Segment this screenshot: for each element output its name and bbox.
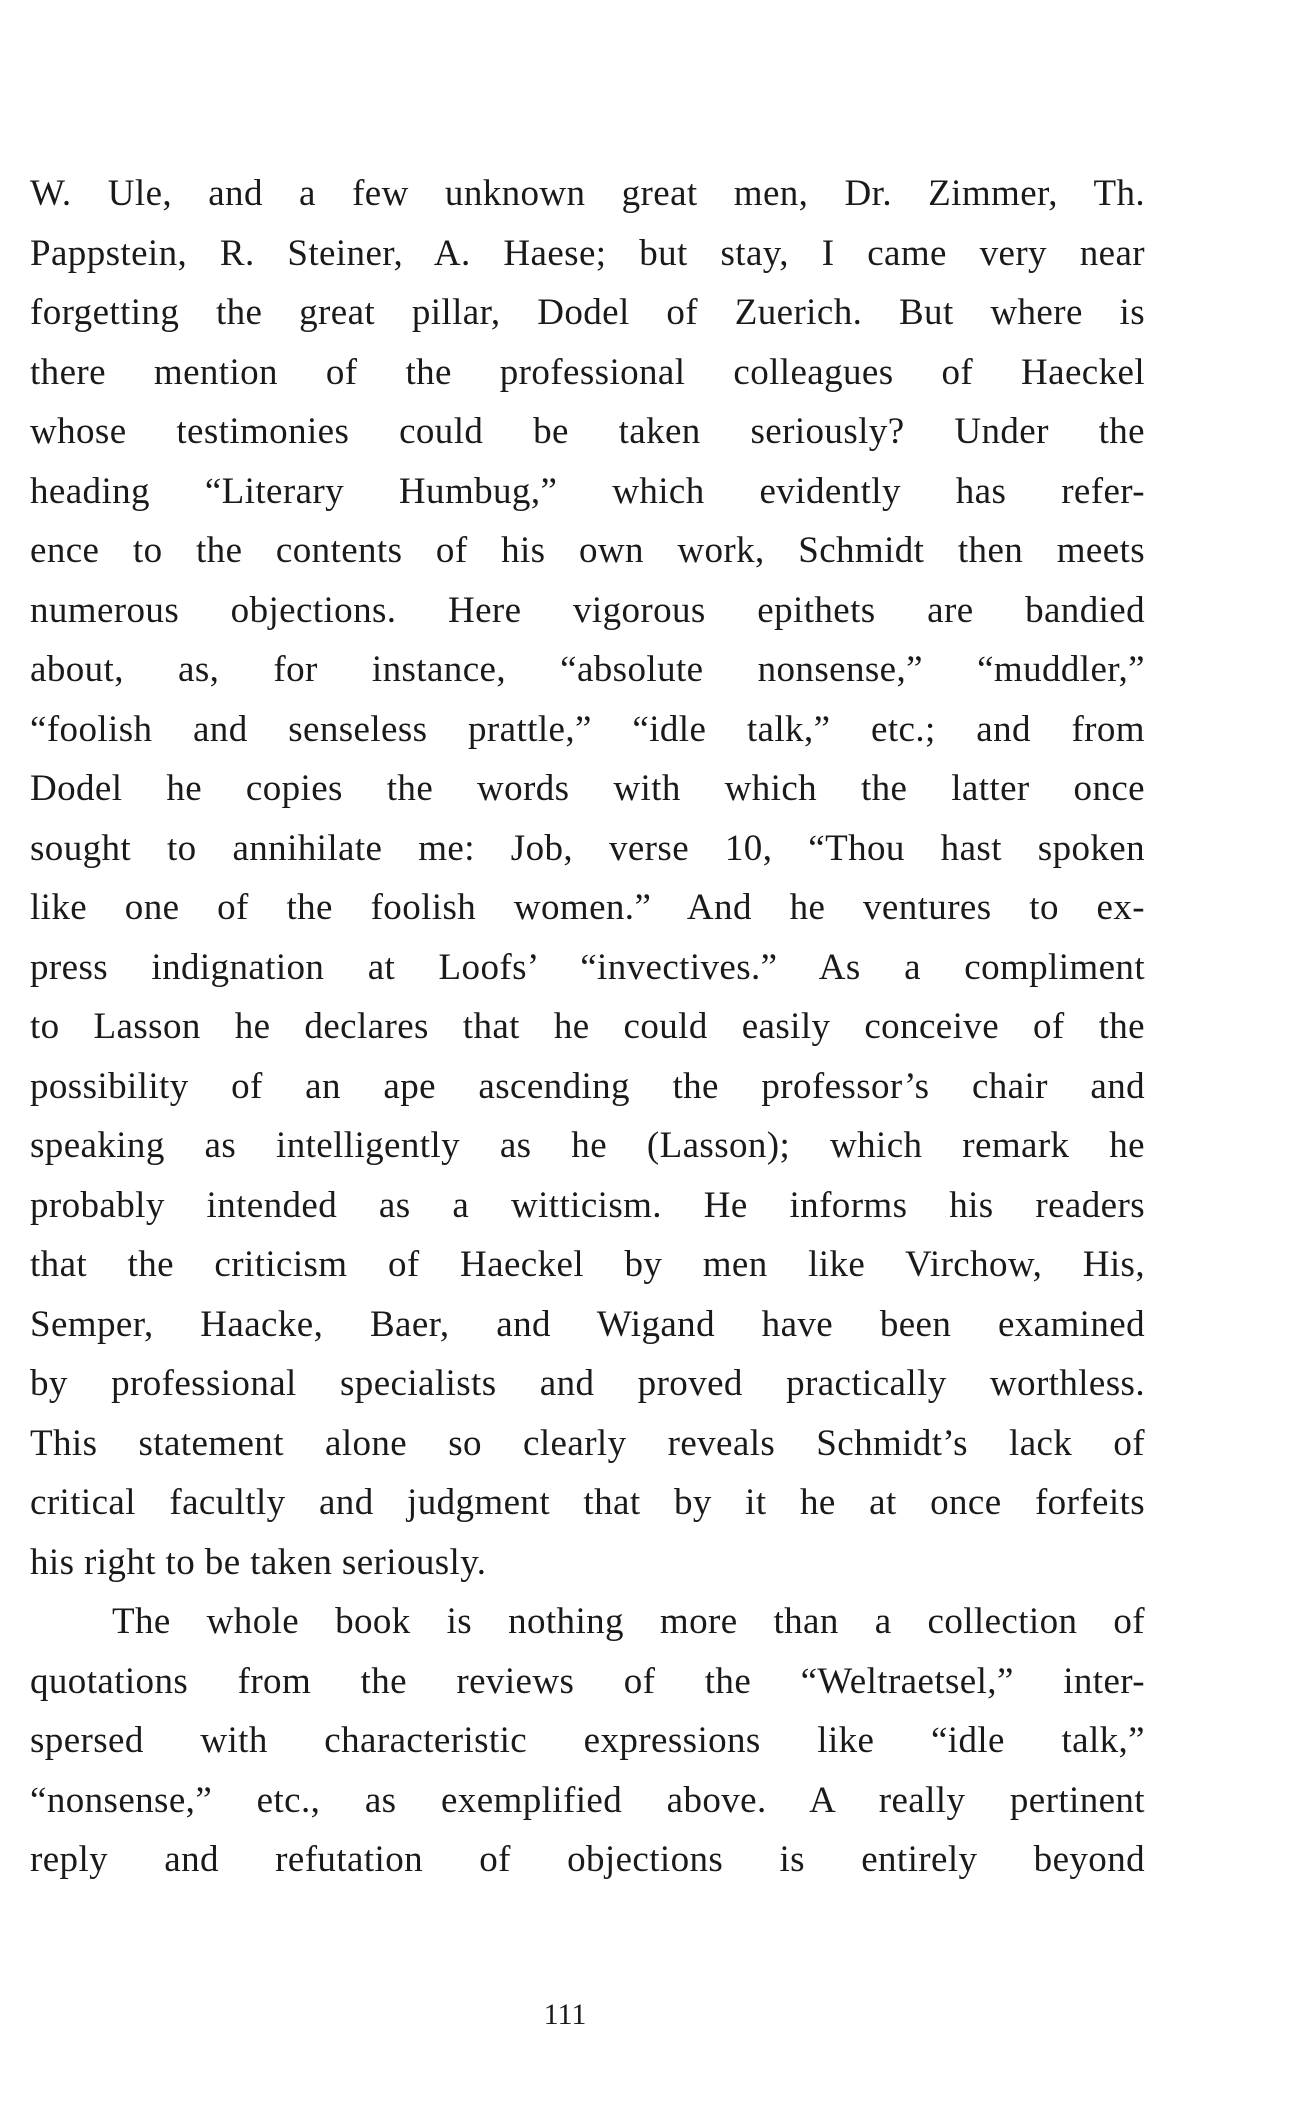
text-line: Pappstein, R. Steiner, A. Haese; but stay, I came very near (30, 232, 1145, 274)
text-line: probably intended as a witticism. He informs his readers (30, 1184, 1145, 1226)
text-line: heading “Literary Humbug,” which evidently has refer- (30, 470, 1145, 512)
text-line: press indignation at Loofs’ “invectives.” As a compliment (30, 946, 1145, 988)
text-line: quotations from the reviews of the “Weltraetsel,” inter- (30, 1660, 1145, 1702)
text-line: whose testimonies could be taken seriously? Under the (30, 411, 1145, 452)
text-line: numerous objections. Here vigorous epithets are bandied (30, 589, 1145, 631)
paragraph-2 (30, 1592, 1145, 1890)
text-line: ence to the contents of his own work, Schmidt then meets (30, 530, 1145, 571)
text-line: speaking as intelligently as he (Lasson); which remark he (30, 1125, 1145, 1166)
text-line: Semper, Haacke, Baer, and Wigand have been examined (30, 1303, 1145, 1345)
text-line: to Lasson he declares that he could easily conceive of the (30, 1006, 1145, 1047)
text-line: critical facultly and judgment that by it he at once forfeits (30, 1482, 1145, 1523)
body-text (30, 164, 1145, 1890)
text-line: that the criticism of Haeckel by men like Virchow, His, (30, 1244, 1145, 1285)
text-line: forgetting the great pillar, Dodel of Zuerich. But where is (30, 292, 1145, 333)
text-line: “nonsense,” etc., as exemplified above. A really pertinent (30, 1779, 1145, 1821)
text-line: possibility of an ape ascending the professor’s chair and (30, 1065, 1145, 1107)
text-line: This statement alone so clearly reveals Schmidt’s lack of (30, 1422, 1145, 1464)
text-line: sought to annihilate me: Job, verse 10, “Thou hast spoken (30, 827, 1145, 869)
text-line: like one of the foolish women.” And he ventures to ex- (30, 887, 1145, 928)
text-line: Dodel he copies the words with which the latter once (30, 768, 1145, 809)
text-line: there mention of the professional colleagues of Haeckel (30, 351, 1145, 393)
text-line: W. Ule, and a few unknown great men, Dr. Zimmer, Th. (30, 173, 1145, 214)
text-line: spersed with characteristic expressions like “idle talk,” (30, 1720, 1145, 1761)
text-line: reply and refutation of objections is entirely beyond (30, 1839, 1145, 1880)
text-line: The whole book is nothing more than a collection of (112, 1601, 1145, 1642)
text-line: his right to be taken seriously. (30, 1541, 487, 1583)
text-line: by professional specialists and proved practically worthless. (30, 1363, 1145, 1404)
page-number: 111 (543, 1998, 587, 2031)
paragraph-1 (30, 164, 1145, 1592)
text-line: about, as, for instance, “absolute nonsense,” “muddler,” (30, 649, 1145, 690)
text-line: “foolish and senseless prattle,” “idle talk,” etc.; and from (30, 708, 1145, 750)
